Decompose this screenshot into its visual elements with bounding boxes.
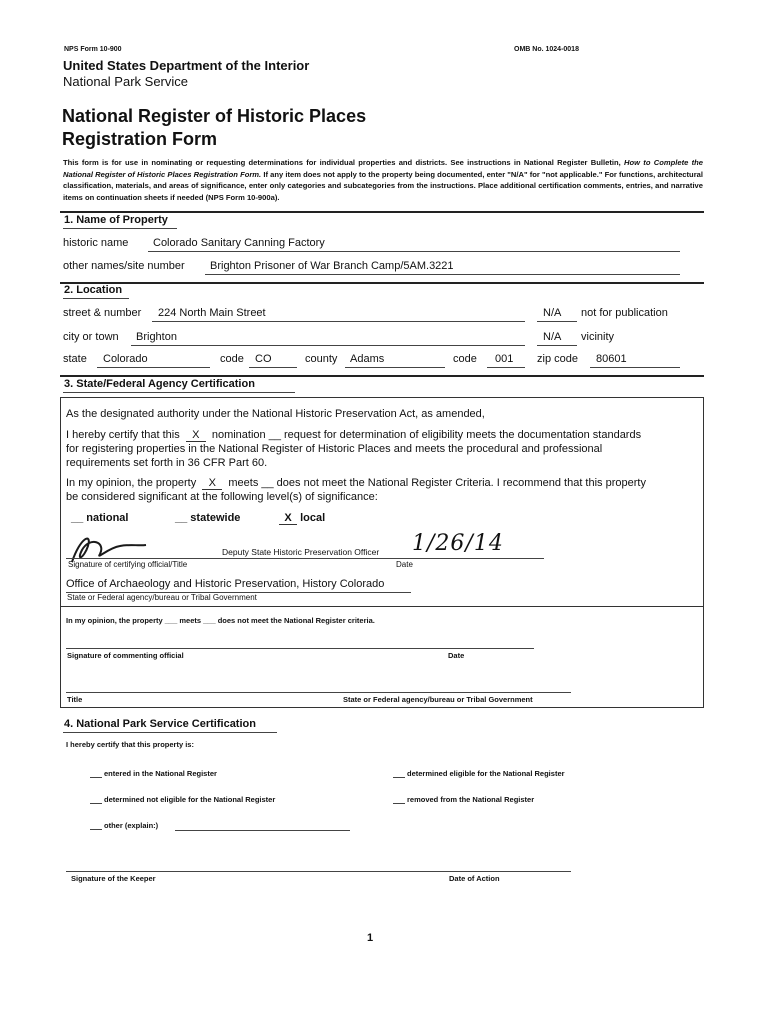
state-label: state: [63, 353, 87, 365]
check-blank[interactable]: [90, 777, 102, 778]
level-local[interactable]: [279, 512, 325, 525]
county-value[interactable]: Adams: [350, 353, 385, 365]
historic-name-label: historic name: [63, 237, 129, 249]
meets-check[interactable]: X: [202, 477, 222, 490]
county-code-line: [487, 367, 525, 368]
check-blank[interactable]: [393, 777, 405, 778]
service-name: National Park Service: [63, 74, 188, 89]
heading-underline: [63, 392, 295, 393]
signature-date-label: Date: [396, 560, 413, 569]
zip-label: zip code: [537, 353, 578, 365]
date-of-action-label: Date of Action: [449, 874, 500, 883]
zip-line: [590, 367, 680, 368]
street-line: [152, 321, 525, 322]
section-divider: [60, 282, 704, 284]
street-value[interactable]: 224 North Main Street: [158, 307, 266, 319]
other-explain-line[interactable]: [175, 830, 350, 831]
heading-underline: [63, 228, 177, 229]
level-statewide[interactable]: __ statewide: [175, 512, 241, 524]
state-code-label: code: [220, 353, 244, 365]
opt-entered: entered in the National Register: [104, 769, 217, 778]
signature-line: [66, 558, 544, 559]
vicinity-label: vicinity: [581, 331, 615, 343]
section-2-heading: 2. Location: [64, 284, 123, 296]
comment-title-label: Title: [67, 695, 83, 704]
check-blank[interactable]: [90, 829, 102, 830]
comment-agency-label: State or Federal agency/bureau or Tribal Government: [343, 695, 533, 704]
date-signed: 1/26/14: [412, 531, 504, 556]
level-national[interactable]: __ national: [71, 512, 129, 524]
official-title: Deputy State Historic Preservation Officer: [222, 547, 380, 557]
state-value[interactable]: Colorado: [103, 353, 148, 365]
instructions-text-2: If any item does not apply to the property being documented, enter "N/A" for "not applicable." For functions, architectural classification, materials, and areas of significance, enter only categories and subcategories from the instructions. Place additional certification comments, entries, and narrative items on continuation sheets if needed (NPS Form 10-900a).: [63, 169, 703, 202]
cert-certify-line3: requirements set forth in 36 CFR Part 60.: [66, 457, 268, 469]
section-divider: [60, 211, 704, 213]
comment-title-line: [66, 692, 571, 693]
cert-opinion-line1: [66, 477, 646, 490]
cert-certify-line1: [66, 429, 641, 442]
comment-opinion: In my opinion, the property ___ meets ___ does not meet the National Register criteria.: [66, 616, 375, 625]
keeper-signature-label: Signature of the Keeper: [71, 874, 156, 883]
comment-date-label: Date: [448, 651, 465, 660]
city-label: city or town: [63, 331, 119, 343]
opt-other: other (explain:): [104, 821, 159, 830]
opinion-text-a: In my opinion, the property: [66, 477, 197, 489]
section-3-heading: 3. State/Federal Agency Certification: [64, 378, 255, 390]
city-value[interactable]: Brighton: [136, 331, 177, 343]
county-code-value[interactable]: 001: [495, 353, 514, 365]
street-label: street & number: [63, 307, 142, 319]
cert-certify-line2: for registering properties in the National Register of Historic Places and meets the procedural and professional: [66, 443, 603, 455]
other-names-value[interactable]: Brighton Prisoner of War Branch Camp/5AM.3221: [210, 260, 454, 272]
local-label: local: [300, 512, 326, 524]
historic-name-line: [148, 251, 680, 252]
section-divider: [60, 375, 704, 377]
certify-text-a: I hereby certify that this: [66, 429, 180, 441]
cert-opinion-line2: be considered significant at the following level(s) of significance:: [66, 491, 378, 503]
nps-cert-intro: I hereby certify that this property is:: [66, 740, 194, 749]
form-title-line2: Registration Form: [62, 129, 218, 149]
opt-determined-eligible: determined eligible for the National Register: [407, 769, 565, 778]
section-4-heading: 4. National Park Service Certification: [64, 718, 256, 730]
zip-value[interactable]: 80601: [596, 353, 627, 365]
opinion-text-b: meets __ does not meet the National Register Criteria. I recommend that this property: [228, 477, 646, 489]
other-names-line: [205, 274, 680, 275]
page-number: 1: [367, 932, 374, 944]
historic-name-value[interactable]: Colorado Sanitary Canning Factory: [153, 237, 325, 249]
not-for-publication-value[interactable]: N/A: [543, 307, 562, 319]
vicinity-line: [537, 345, 577, 346]
cert-intro: As the designated authority under the National Historic Preservation Act, as amended,: [66, 408, 485, 420]
county-code-label: code: [453, 353, 477, 365]
opt-removed: removed from the National Register: [407, 795, 535, 804]
comment-signature-line: [66, 648, 534, 649]
not-for-publication-line: [537, 321, 577, 322]
form-instructions: [63, 157, 703, 203]
box-divider: [60, 606, 704, 607]
state-code-value[interactable]: CO: [255, 353, 272, 365]
state-code-line: [249, 367, 297, 368]
section-1-heading: 1. Name of Property: [64, 214, 168, 226]
agency-name: United States Department of the Interior: [63, 58, 310, 73]
nomination-check[interactable]: X: [186, 429, 206, 442]
state-line: [97, 367, 210, 368]
signature-label: Signature of certifying official/Title: [68, 560, 188, 569]
check-blank[interactable]: [90, 803, 102, 804]
keeper-signature-line: [66, 871, 571, 872]
office-label: State or Federal agency/bureau or Tribal Government: [67, 593, 257, 602]
office-value[interactable]: Office of Archaeology and Historic Preservation, History Colorado: [66, 578, 385, 590]
comment-signature-label: Signature of commenting official: [67, 651, 184, 660]
county-label: county: [305, 353, 338, 365]
instructions-bulletin-title: How to Complete the National Register of Historic Places Registration Form.: [63, 158, 704, 179]
county-line: [345, 367, 445, 368]
form-number: NPS Form 10-900: [64, 46, 122, 53]
heading-underline: [63, 298, 129, 299]
other-names-label: other names/site number: [63, 260, 185, 272]
omb-number: OMB No. 1024-0018: [514, 46, 579, 53]
city-line: [131, 345, 525, 346]
certify-text-b: nomination __ request for determination of eligibility meets the documentation standards: [211, 429, 642, 441]
not-for-publication-label: not for publication: [581, 307, 668, 319]
form-title-line1: National Register of Historic Places: [62, 106, 367, 126]
local-check[interactable]: X: [279, 512, 297, 525]
instructions-text-1: This form is for use in nominating or requesting determinations for individual properties and districts. See instructions in National Register Bulletin,: [63, 158, 621, 167]
heading-underline: [63, 732, 277, 733]
opt-determined-not-eligible: determined not eligible for the National Register: [104, 795, 276, 804]
check-blank[interactable]: [393, 803, 405, 804]
vicinity-value[interactable]: N/A: [543, 331, 562, 343]
